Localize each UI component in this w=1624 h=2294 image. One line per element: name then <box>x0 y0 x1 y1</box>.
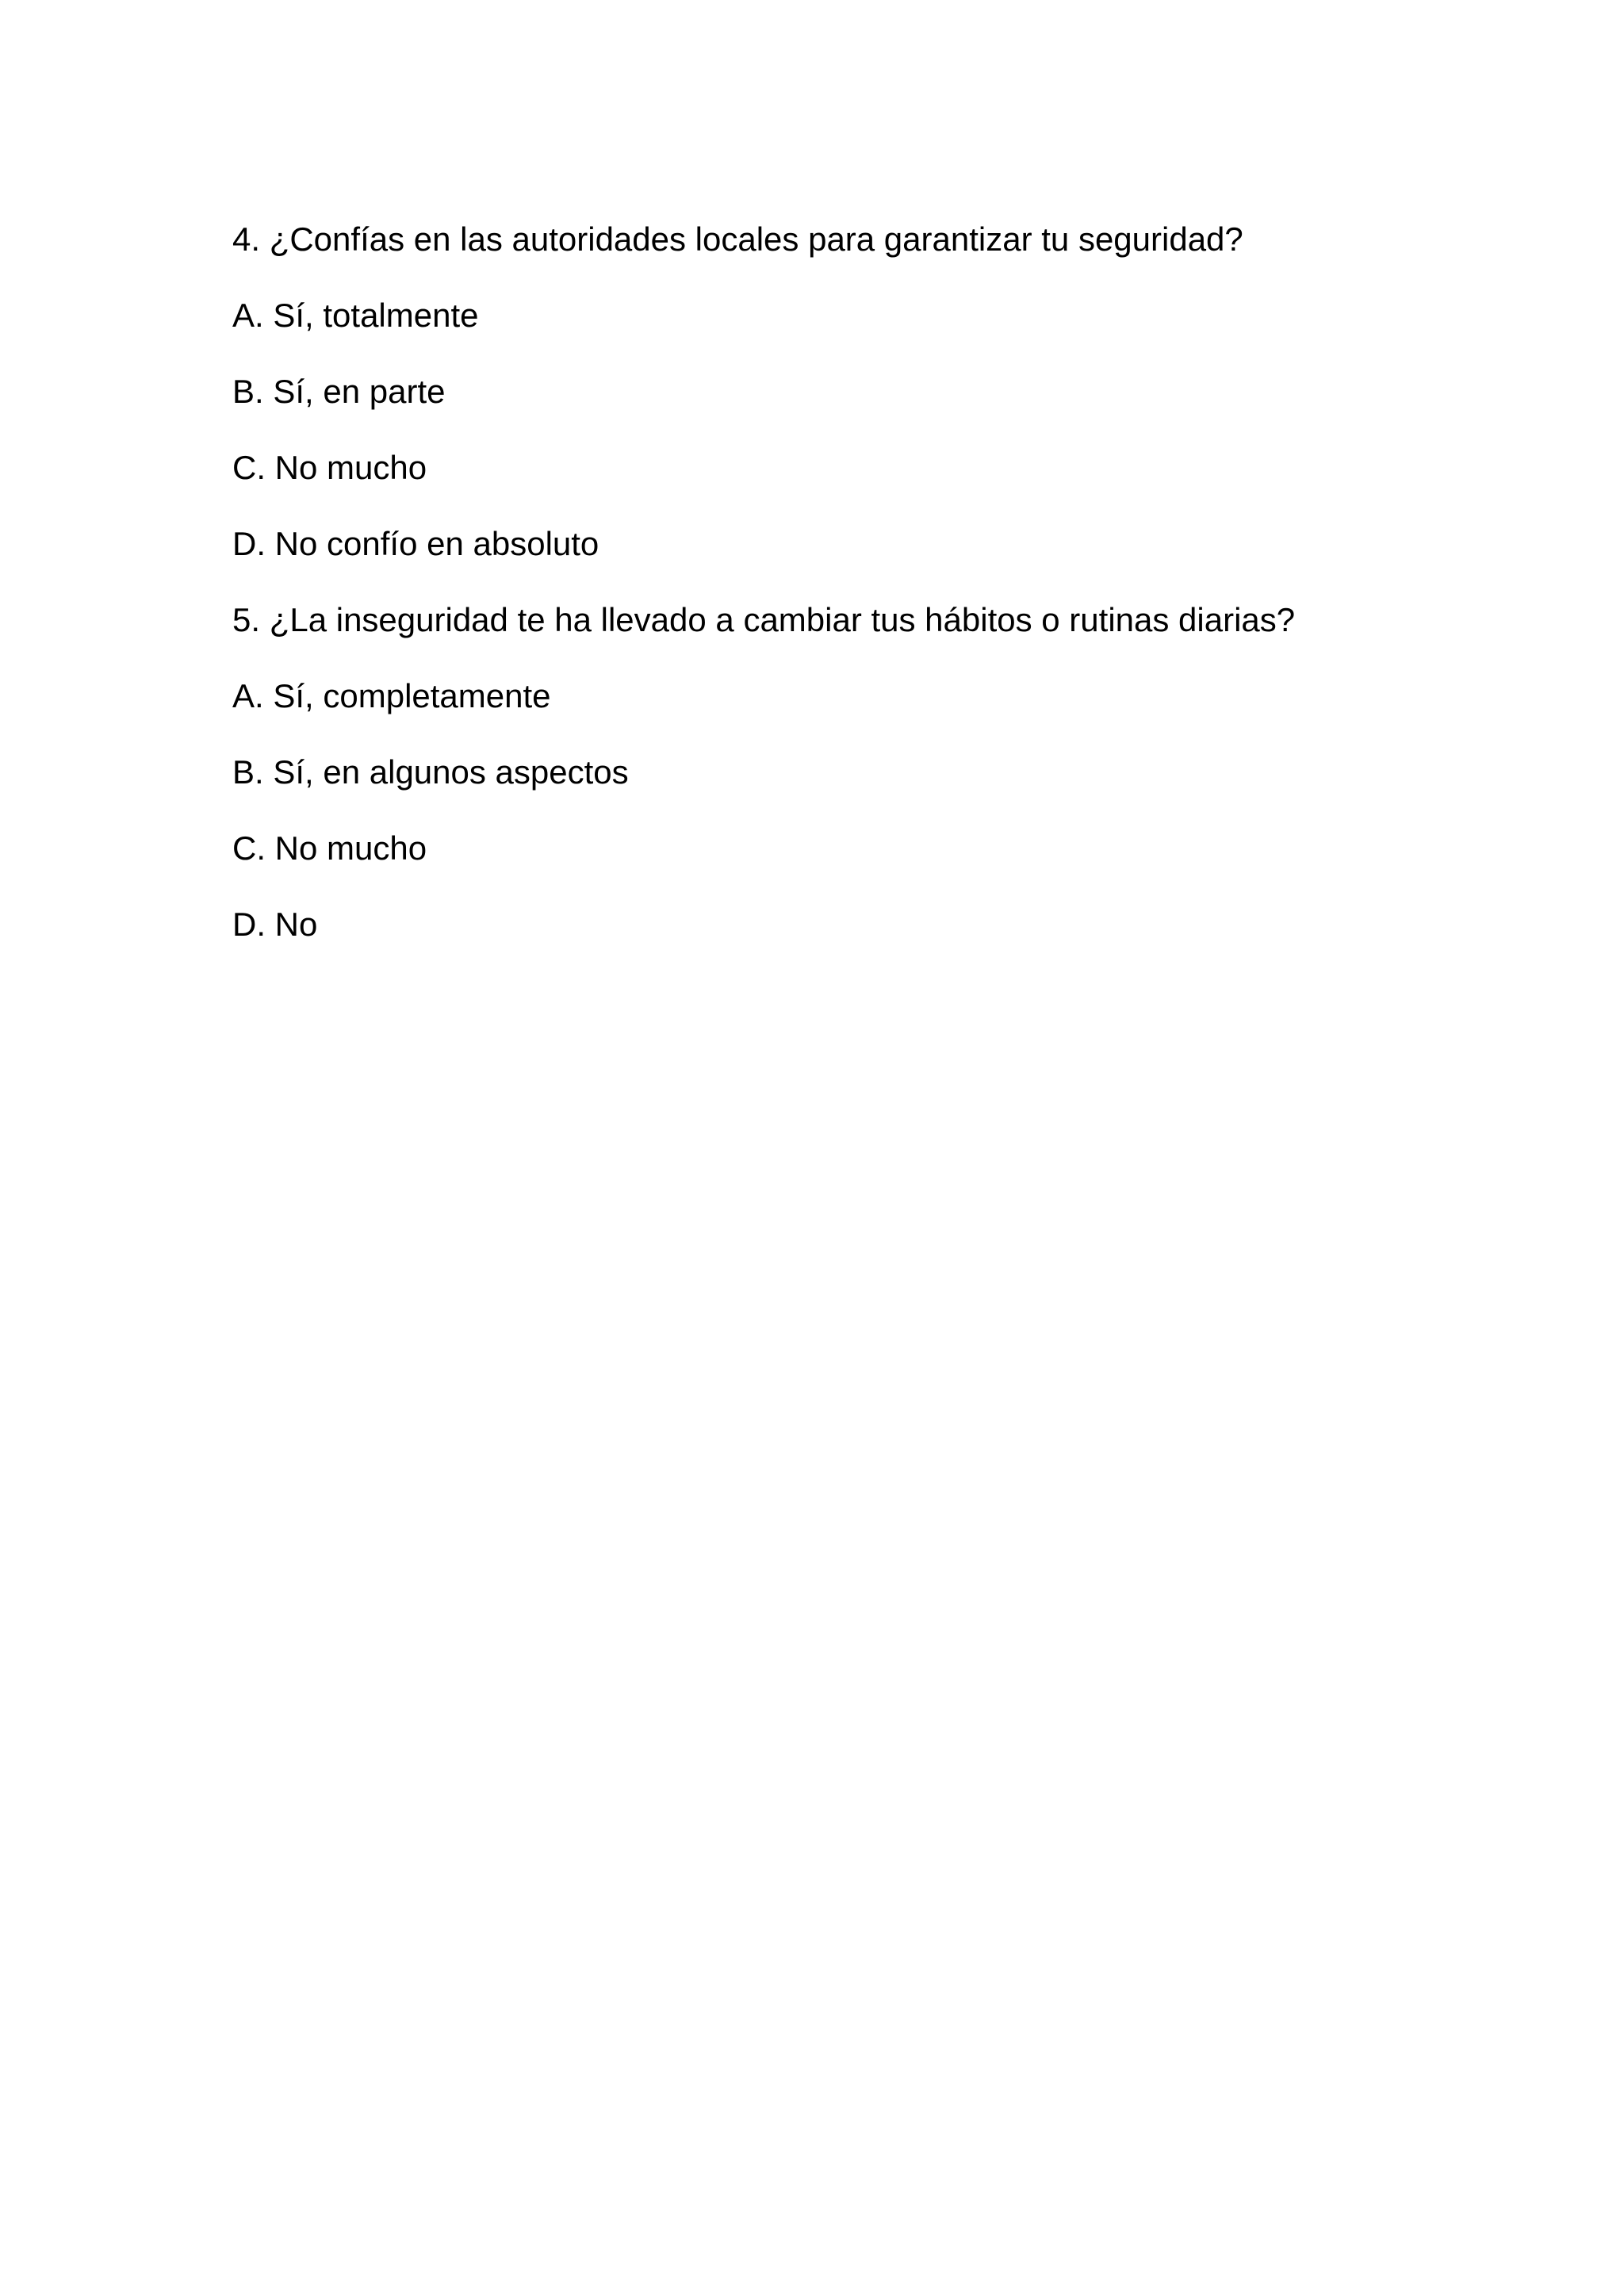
question-4 <box>232 220 1422 563</box>
option-b: B. Sí, en algunos aspectos <box>232 753 629 791</box>
option-c: C. No mucho <box>232 829 427 867</box>
option-c: C. No mucho <box>232 449 427 486</box>
question-text: 5. ¿La inseguridad te ha llevado a cambiar tus hábitos o rutinas diarias? <box>232 601 1296 638</box>
option-a: A. Sí, completamente <box>232 677 551 714</box>
survey-content <box>232 220 1422 982</box>
question-text: 4. ¿Confías en las autoridades locales para garantizar tu seguridad? <box>232 220 1243 258</box>
option-d: D. No confío en absoluto <box>232 525 599 562</box>
option-d: D. No <box>232 906 318 943</box>
option-a: A. Sí, totalmente <box>232 297 479 334</box>
option-b: B. Sí, en parte <box>232 373 446 410</box>
question-5 <box>232 601 1422 944</box>
